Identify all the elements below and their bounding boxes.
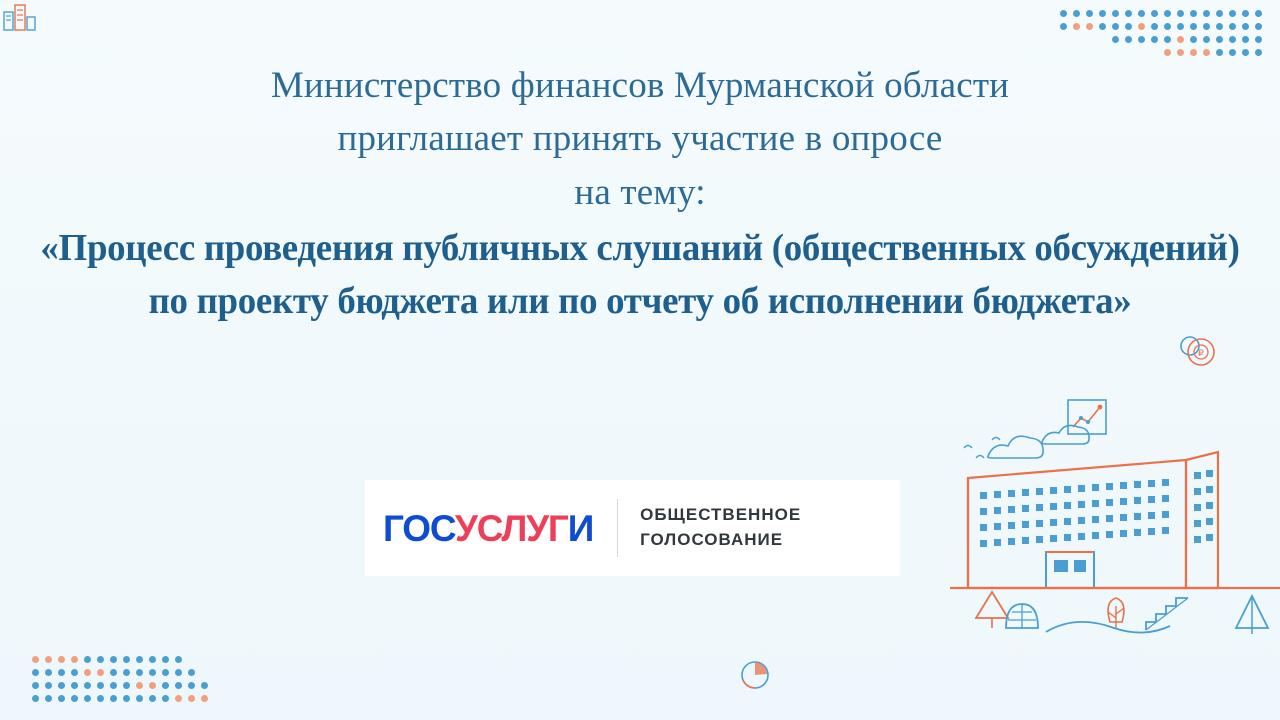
decorative-dot — [1190, 49, 1197, 56]
svg-text:₽: ₽ — [1198, 348, 1204, 358]
decorative-dot — [201, 695, 208, 702]
decorative-dot — [1086, 10, 1093, 17]
decorative-dot — [97, 669, 104, 676]
decorative-dot — [1190, 10, 1197, 17]
decorative-dot — [84, 682, 91, 689]
decorative-dot — [1190, 23, 1197, 30]
decorative-dot — [188, 695, 195, 702]
decorative-dot — [71, 656, 78, 663]
headline-line-2: приглашает принять участие в опросе — [337, 118, 943, 160]
decorative-dot — [110, 695, 117, 702]
decorative-dot — [162, 656, 169, 663]
decorative-dot — [45, 695, 52, 702]
buildings-bars-icon — [0, 0, 40, 37]
decorative-dot — [1216, 10, 1223, 17]
headline-block — [0, 62, 1280, 325]
decorative-dot — [175, 656, 182, 663]
decorative-dot — [188, 669, 195, 676]
logo-divider — [617, 499, 618, 557]
logo-word-part-3: И — [567, 507, 594, 549]
decorative-dot — [123, 656, 130, 663]
decorative-dot — [201, 656, 208, 663]
decorative-dot — [1164, 36, 1171, 43]
decorative-dot — [1112, 23, 1119, 30]
decorative-dot — [1099, 49, 1106, 56]
decorative-dot — [149, 682, 156, 689]
decorative-dot — [1203, 10, 1210, 17]
decorative-dot — [162, 682, 169, 689]
decorative-dot — [1177, 49, 1184, 56]
pie-chart-icon — [735, 655, 775, 700]
decorative-dot — [1138, 10, 1145, 17]
decorative-dot — [1125, 23, 1132, 30]
decorative-dot — [162, 669, 169, 676]
decorative-dot — [175, 669, 182, 676]
decorative-dot — [84, 656, 91, 663]
decorative-dot — [58, 695, 65, 702]
decorative-dot — [136, 669, 143, 676]
logo-word-part-2: УСЛУГ — [454, 507, 568, 549]
decorative-dot — [97, 656, 104, 663]
decorative-dot — [1177, 23, 1184, 30]
decorative-dot — [1203, 36, 1210, 43]
headline-line-1: Министерство финансов Мурманской области — [270, 65, 1010, 106]
decorative-dot — [201, 669, 208, 676]
decorative-dot — [1229, 10, 1236, 17]
decorative-dot — [97, 682, 104, 689]
gosuslugi-logo-card — [365, 480, 900, 576]
decorative-dot — [1177, 36, 1184, 43]
decorative-dot — [1060, 49, 1067, 56]
decorative-dot — [1073, 49, 1080, 56]
decorative-dot — [1151, 10, 1158, 17]
decorative-dot — [1190, 36, 1197, 43]
decorative-dot — [1242, 10, 1249, 17]
decorative-dot — [1255, 10, 1262, 17]
decorative-dot — [1255, 23, 1262, 30]
decorative-dot — [1086, 49, 1093, 56]
decorative-dot — [110, 682, 117, 689]
decorative-dot — [123, 695, 130, 702]
decorative-dot — [149, 669, 156, 676]
decorative-dot — [188, 682, 195, 689]
decorative-dot — [1138, 36, 1145, 43]
logo-caption-line-2: ГОЛОСОВАНИЕ — [640, 530, 784, 549]
decorative-dot — [1073, 10, 1080, 17]
decorative-dot — [149, 656, 156, 663]
decorative-dot — [1112, 10, 1119, 17]
logo-word-part-1: ГОС — [383, 507, 455, 549]
decorative-dot — [71, 682, 78, 689]
decorative-dot — [1125, 10, 1132, 17]
decorative-dot — [1151, 36, 1158, 43]
decorative-dot — [175, 682, 182, 689]
decorative-dot — [1216, 23, 1223, 30]
decorative-dot — [1216, 49, 1223, 56]
decorative-dot — [1125, 36, 1132, 43]
decorative-dot — [1112, 49, 1119, 56]
decorative-dot — [1203, 23, 1210, 30]
decorative-dot — [149, 695, 156, 702]
decorative-dot — [45, 656, 52, 663]
decorative-dot — [58, 669, 65, 676]
decorative-dot — [32, 656, 39, 663]
decorative-dot — [1203, 49, 1210, 56]
decorative-dot — [162, 695, 169, 702]
decorative-dot — [1151, 49, 1158, 56]
decorative-dot — [1164, 49, 1171, 56]
decorative-dot — [71, 695, 78, 702]
decorative-dot — [1229, 49, 1236, 56]
decorative-dot — [1086, 36, 1093, 43]
decorative-dot — [1177, 10, 1184, 17]
decorative-dot — [1138, 23, 1145, 30]
decorative-dot — [1242, 36, 1249, 43]
decorative-dot — [1073, 36, 1080, 43]
decorative-dot — [188, 656, 195, 663]
decorative-dot — [45, 669, 52, 676]
decorative-dot — [175, 695, 182, 702]
decorative-dot — [1060, 10, 1067, 17]
headline-line-4: «Процесс проведения публичных слушаний (общественных обсуждений) — [40, 227, 1240, 270]
decorative-dot — [1086, 23, 1093, 30]
decorative-dot — [1216, 36, 1223, 43]
decorative-dots-top-right — [1060, 10, 1262, 56]
decorative-dot — [1164, 23, 1171, 30]
decorative-dot — [1229, 36, 1236, 43]
city-building-illustration — [950, 360, 1280, 720]
decorative-dot — [97, 695, 104, 702]
decorative-dot — [1229, 23, 1236, 30]
decorative-dot — [32, 695, 39, 702]
decorative-dot — [1242, 49, 1249, 56]
decorative-dot — [1099, 36, 1106, 43]
decorative-dot — [110, 669, 117, 676]
decorative-dot — [84, 669, 91, 676]
decorative-dot — [45, 682, 52, 689]
decorative-dot — [1255, 49, 1262, 56]
gosuslugi-wordmark — [365, 507, 611, 549]
decorative-dot — [136, 656, 143, 663]
decorative-dot — [1138, 49, 1145, 56]
decorative-dots-bottom-left — [32, 656, 208, 702]
decorative-dot — [32, 669, 39, 676]
logo-caption — [640, 503, 801, 552]
decorative-dot — [201, 682, 208, 689]
decorative-dot — [110, 656, 117, 663]
decorative-dot — [1151, 23, 1158, 30]
decorative-dot — [32, 682, 39, 689]
decorative-dot — [136, 682, 143, 689]
decorative-dot — [1164, 10, 1171, 17]
decorative-dot — [123, 682, 130, 689]
headline-line-3: на тему: — [574, 171, 706, 213]
decorative-dot — [136, 695, 143, 702]
decorative-dot — [1060, 36, 1067, 43]
decorative-dot — [58, 656, 65, 663]
headline-line-5: по проекту бюджета или по отчету об исполнении бюджета» — [148, 279, 1132, 322]
logo-caption-line-1: ОБЩЕСТВЕННОЕ — [640, 505, 802, 525]
decorative-dot — [1255, 36, 1262, 43]
decorative-dot — [1060, 23, 1067, 30]
decorative-dot — [58, 682, 65, 689]
decorative-dot — [1099, 23, 1106, 30]
decorative-dot — [1099, 10, 1106, 17]
decorative-dot — [71, 669, 78, 676]
decorative-dot — [123, 669, 130, 676]
decorative-dot — [1112, 36, 1119, 43]
decorative-dot — [84, 695, 91, 702]
decorative-dot — [1242, 23, 1249, 30]
decorative-dot — [1125, 49, 1132, 56]
decorative-dot — [1073, 23, 1080, 30]
